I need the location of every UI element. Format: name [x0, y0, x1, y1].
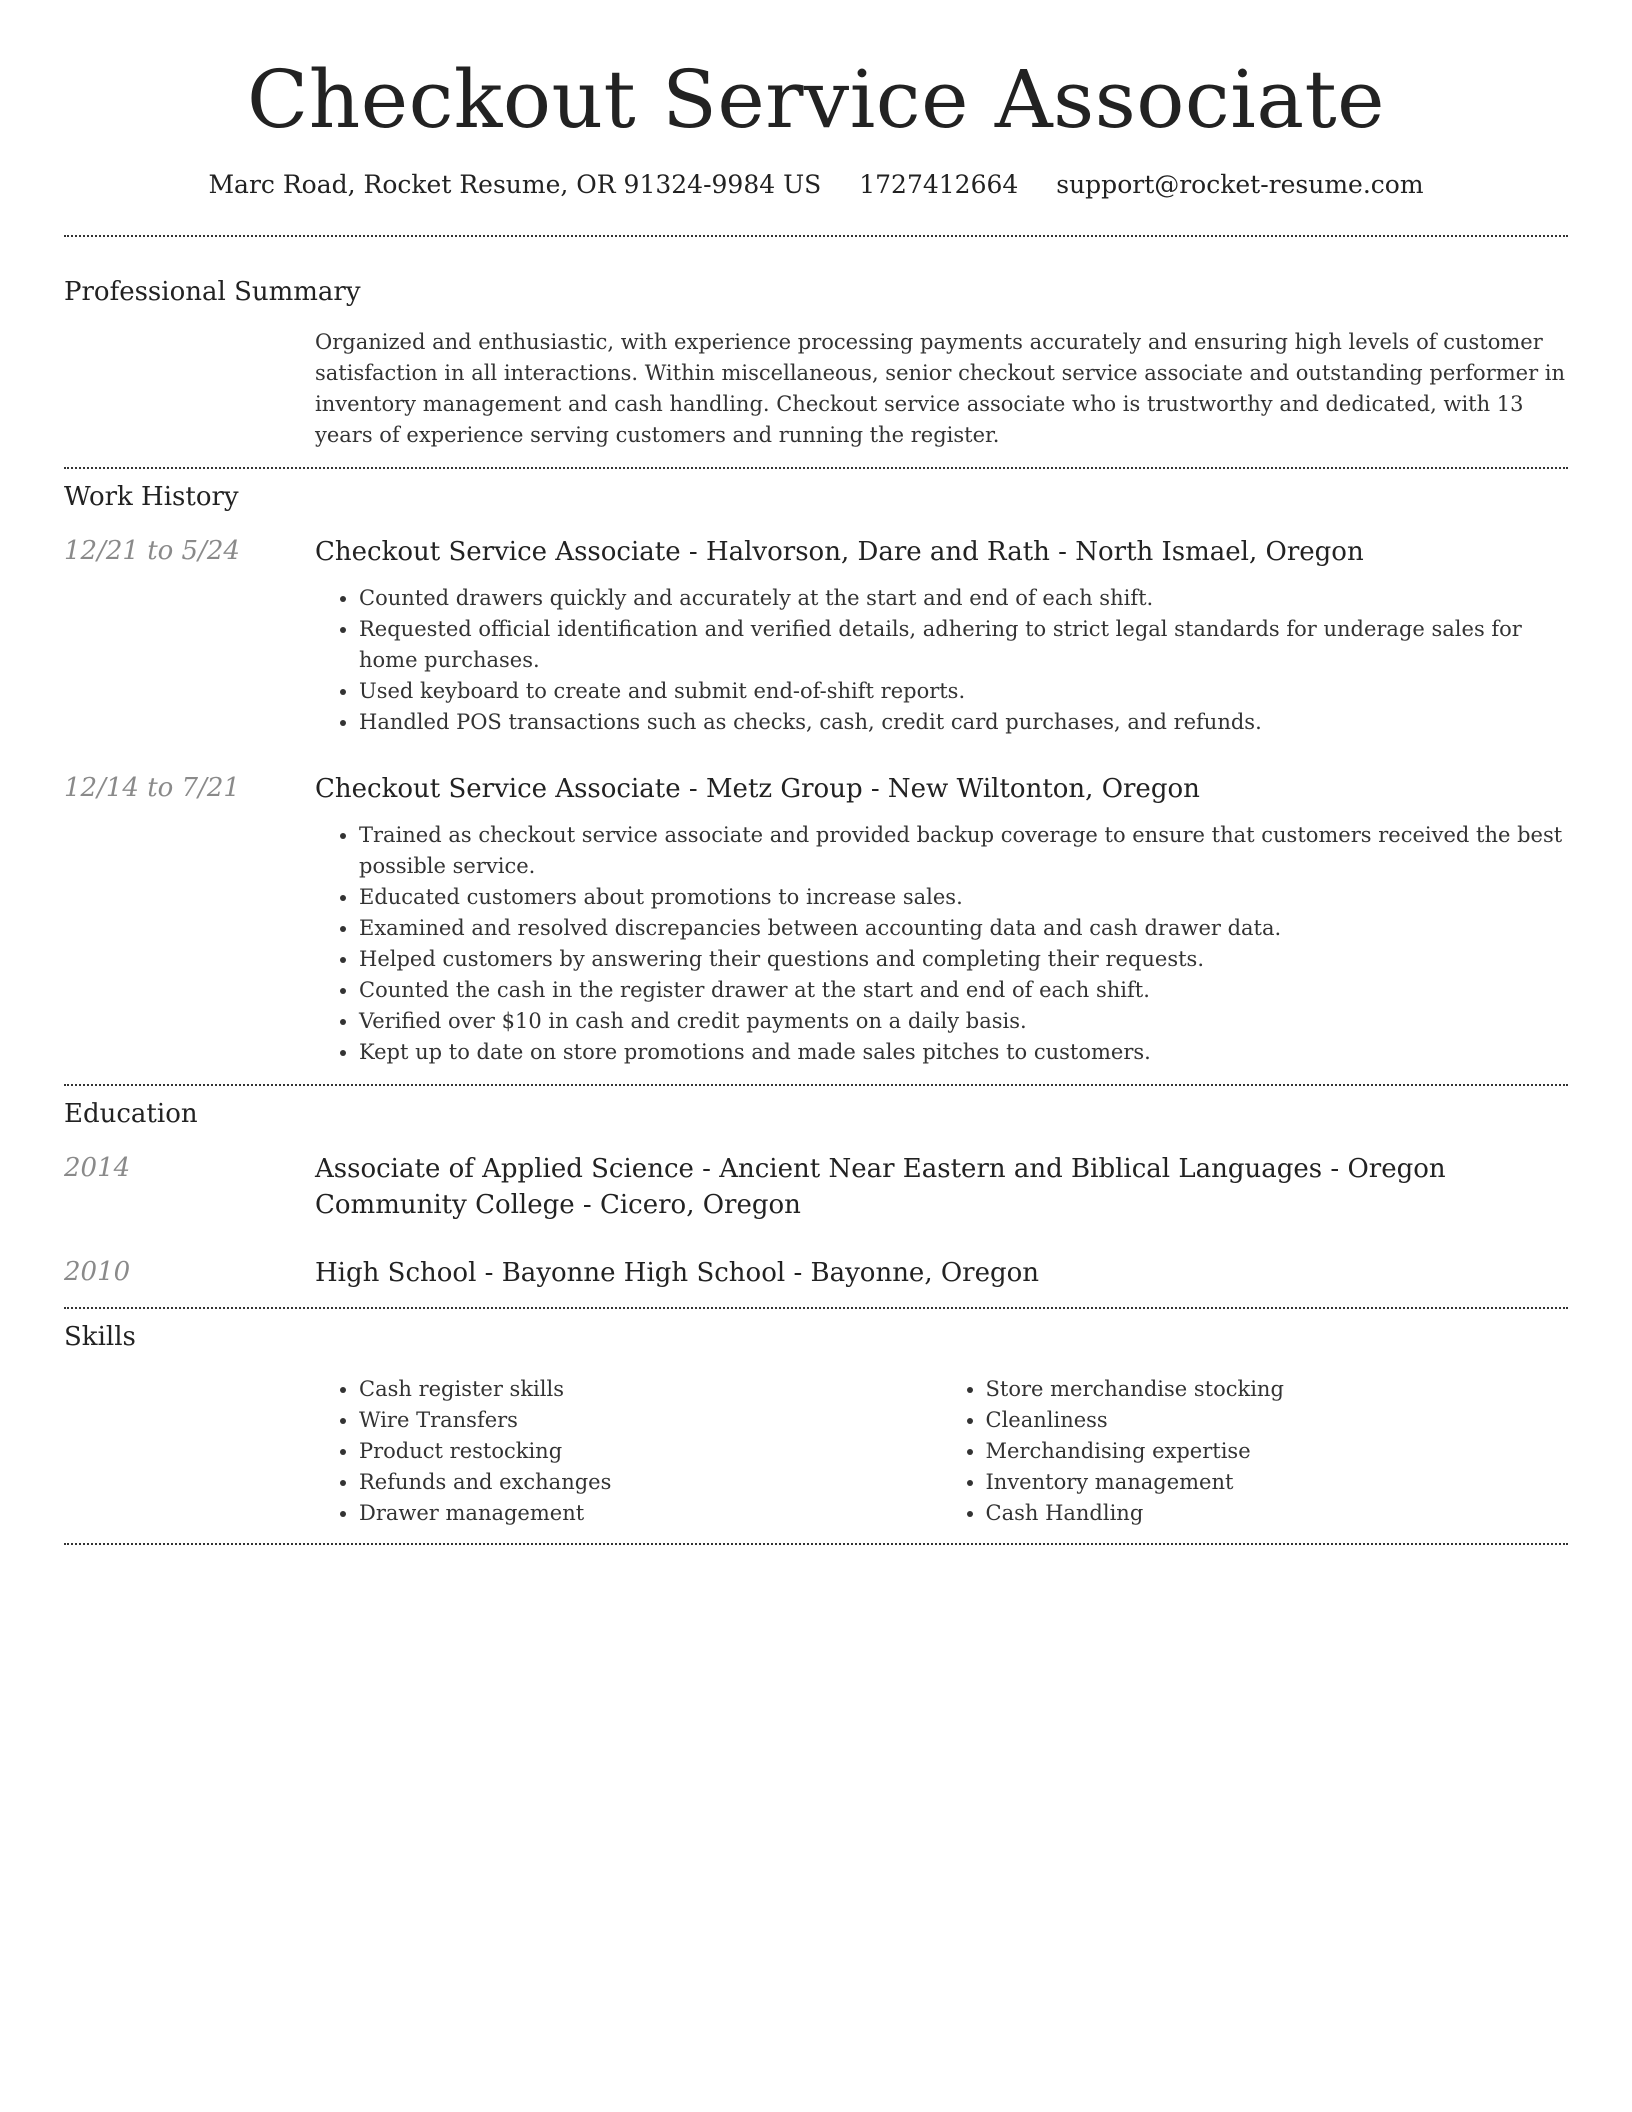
list-item: • Cash Handling	[986, 1498, 1569, 1529]
list-item: • Requested official identification and verified details, adhering to strict legal standards for underage sales for home purchases.	[359, 614, 1568, 676]
education-year: 2014	[64, 1153, 131, 1183]
summary-heading: Professional Summary	[64, 277, 361, 307]
list-item: • Used keyboard to create and submit end-of-shift reports.	[359, 676, 1568, 707]
job-position: Checkout Service Associate	[315, 537, 681, 567]
education-year: 2010	[64, 1257, 131, 1287]
contact-phone: 1727412664	[859, 170, 1019, 199]
list-item: • Counted the cash in the register drawer at the start and end of each shift.	[359, 975, 1568, 1006]
list-item: • Examined and resolved discrepancies between accounting data and cash drawer data.	[359, 913, 1568, 944]
list-item: • Drawer management	[359, 1498, 942, 1529]
skills-heading: Skills	[64, 1322, 136, 1352]
education-entry	[64, 1255, 1568, 1291]
skills-grid	[315, 1374, 1568, 1529]
list-item: • Refunds and exchanges	[359, 1467, 942, 1498]
list-item: • Product restocking	[359, 1436, 942, 1467]
education-entry	[64, 1151, 1568, 1223]
education-heading: Education	[64, 1099, 198, 1129]
list-item: • Trained as checkout service associate and provided backup coverage to ensure that customers received the best possible service.	[359, 820, 1568, 882]
skills-section	[64, 1309, 1568, 1529]
job-dates: 12/21 to 5/24	[64, 536, 240, 566]
job-bullets	[315, 820, 1568, 1068]
list-item: • Helped customers by answering their questions and completing their requests.	[359, 944, 1568, 975]
job-title	[315, 534, 1568, 570]
job-details: - Halvorson, Dare and Rath - North Ismael, Oregon	[680, 537, 1364, 567]
list-item: • Inventory management	[986, 1467, 1569, 1498]
job-entry	[64, 534, 1568, 738]
education-degree: High School	[315, 1258, 477, 1288]
work-history-section	[64, 469, 1568, 1068]
job-bullets	[315, 583, 1568, 738]
list-item: • Cash register skills	[359, 1374, 942, 1405]
summary-text: Organized and enthusiastic, with experience processing payments accurately and ensuring high levels of customer satisfaction in all interactions. Within miscellaneous, senior checkout service associate and outstanding performer in inventory management and cash handling. Checkout service associate who is trustworthy and dedicated, with 13 years of experience serving customers and running the register.	[315, 330, 1566, 447]
contact-line	[64, 168, 1568, 202]
list-item: • Counted drawers quickly and accurately at the start and end of each shift.	[359, 583, 1568, 614]
work-history-heading: Work History	[64, 482, 239, 512]
education-title	[315, 1255, 1568, 1291]
education-degree: Associate of Applied Science - Ancient Near Eastern and Biblical Languages	[315, 1154, 1323, 1184]
job-title	[315, 771, 1568, 807]
skills-list-left	[315, 1374, 942, 1529]
job-details: - Metz Group - New Wiltonton, Oregon	[680, 774, 1200, 804]
education-details: - Oregon Community College - Cicero, Oregon	[315, 1154, 1446, 1220]
list-item: • Educated customers about promotions to increase sales.	[359, 882, 1568, 913]
summary-section	[64, 237, 1568, 451]
list-item: • Kept up to date on store promotions and made sales pitches to customers.	[359, 1037, 1568, 1068]
education-title	[315, 1151, 1568, 1223]
job-position: Checkout Service Associate	[315, 774, 681, 804]
contact-email: support@rocket-resume.com	[1056, 170, 1424, 199]
education-section	[64, 1086, 1568, 1291]
contact-address: Marc Road, Rocket Resume, OR 91324-9984 US	[208, 170, 822, 199]
list-item: • Cleanliness	[986, 1405, 1569, 1436]
skills-list-right	[942, 1374, 1569, 1529]
skills-divider	[64, 1543, 1568, 1545]
list-item: • Verified over $10 in cash and credit payments on a daily basis.	[359, 1006, 1568, 1037]
list-item: • Wire Transfers	[359, 1405, 942, 1436]
job-entry	[64, 771, 1568, 1068]
list-item: • Merchandising expertise	[986, 1436, 1569, 1467]
list-item: • Store merchandise stocking	[986, 1374, 1569, 1405]
candidate-name: Checkout Service Associate	[247, 53, 1385, 146]
job-dates: 12/14 to 7/21	[64, 773, 240, 803]
education-details: - Bayonne High School - Bayonne, Oregon	[476, 1258, 1040, 1288]
list-item: • Handled POS transactions such as checks, cash, credit card purchases, and refunds.	[359, 707, 1568, 738]
